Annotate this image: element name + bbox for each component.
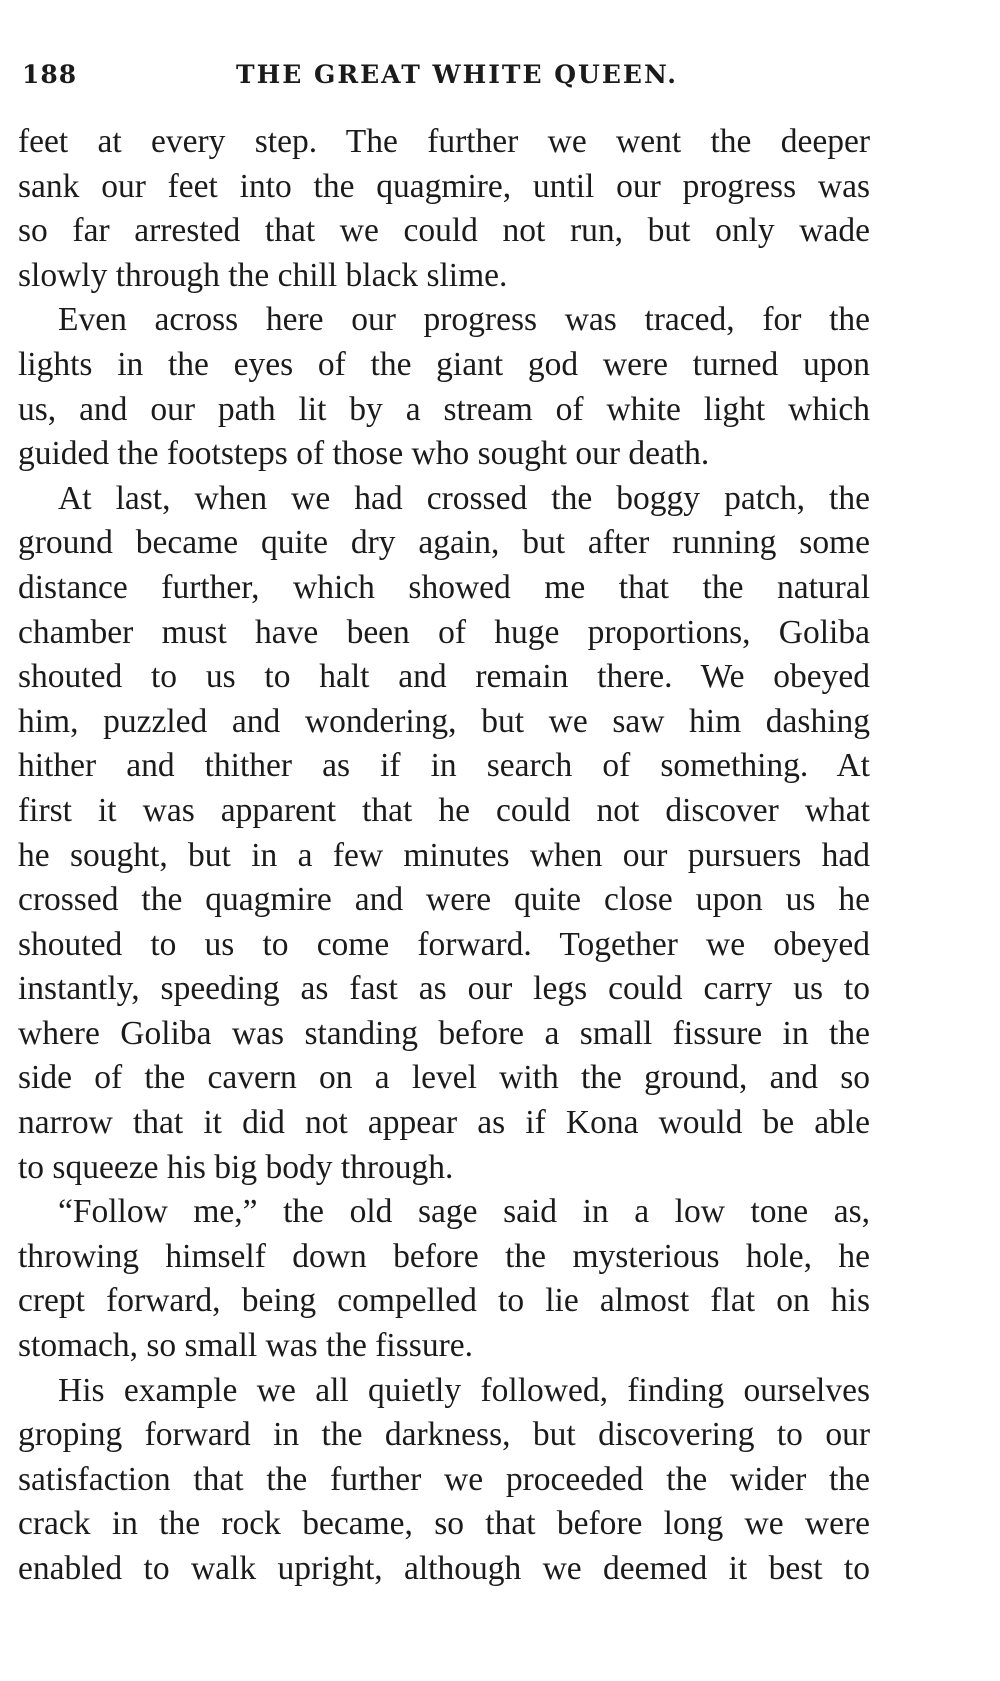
text-line: crossed the quagmire and were quite close upon us he bbox=[18, 881, 870, 919]
page-number: 188 bbox=[22, 60, 78, 89]
text-line: crack in the rock became, so that before long we were bbox=[18, 1505, 870, 1543]
paragraph bbox=[18, 298, 870, 476]
paragraph bbox=[18, 1190, 870, 1368]
paragraph bbox=[18, 477, 870, 1191]
text-line: he sought, but in a few minutes when our pursuers had bbox=[18, 836, 870, 874]
text-line: His example we all quietly followed, finding ourselves bbox=[58, 1371, 870, 1409]
text-line: side of the cavern on a level with the ground, and so bbox=[18, 1059, 870, 1097]
text-line: feet at every step. The further we went the deeper bbox=[18, 123, 870, 160]
text-line: instantly, speeding as fast as our legs could carry us to bbox=[18, 970, 870, 1008]
text-line: crept forward, being compelled to lie almost flat on his bbox=[18, 1282, 870, 1320]
text-line: so far arrested that we could not run, but only wade bbox=[18, 212, 870, 250]
text-line: first it was apparent that he could not discover what bbox=[18, 791, 870, 829]
text-line: shouted to us to halt and remain there. We obeyed bbox=[18, 658, 870, 696]
text-line: enabled to walk upright, although we deemed it best to bbox=[18, 1550, 870, 1587]
running-head bbox=[18, 56, 918, 96]
text-line: guided the footsteps of those who sought our death. bbox=[18, 435, 710, 473]
text-line: narrow that it did not appear as if Kona would be able bbox=[18, 1104, 870, 1142]
text-line: him, puzzled and wondering, but we saw him dashing bbox=[18, 702, 870, 740]
text-line: throwing himself down before the mysterious hole, he bbox=[18, 1237, 870, 1275]
text-line: stomach, so small was the fissure. bbox=[18, 1327, 473, 1365]
text-line: satisfaction that the further we proceeded the wider the bbox=[18, 1460, 870, 1498]
paragraph bbox=[18, 120, 870, 298]
text-line: At last, when we had crossed the boggy patch, the bbox=[58, 479, 870, 517]
text-line: groping forward in the darkness, but discovering to our bbox=[18, 1416, 870, 1454]
text-line: lights in the eyes of the giant god were turned upon bbox=[18, 345, 870, 383]
text-line: Even across here our progress was traced, for the bbox=[58, 301, 870, 339]
text-line: to squeeze his big body through. bbox=[18, 1148, 454, 1186]
body-text bbox=[18, 120, 870, 1592]
text-line: where Goliba was standing before a small fissure in the bbox=[18, 1014, 870, 1052]
text-line: shouted to us to come forward. Together we obeyed bbox=[18, 925, 870, 963]
book-title: THE GREAT WHITE QUEEN. bbox=[236, 60, 678, 89]
text-line: slowly through the chill black slime. bbox=[18, 256, 508, 294]
text-line: chamber must have been of huge proportions, Goliba bbox=[18, 613, 870, 651]
text-line: us, and our path lit by a stream of white light which bbox=[18, 390, 870, 428]
text-line: distance further, which showed me that the natural bbox=[18, 568, 870, 606]
text-line: hither and thither as if in search of something. At bbox=[18, 747, 870, 785]
paragraph bbox=[18, 1369, 870, 1592]
text-line: “Follow me,” the old sage said in a low tone as, bbox=[58, 1193, 870, 1231]
text-line: ground became quite dry again, but after running some bbox=[18, 524, 870, 562]
text-line: sank our feet into the quagmire, until our progress was bbox=[18, 167, 870, 205]
